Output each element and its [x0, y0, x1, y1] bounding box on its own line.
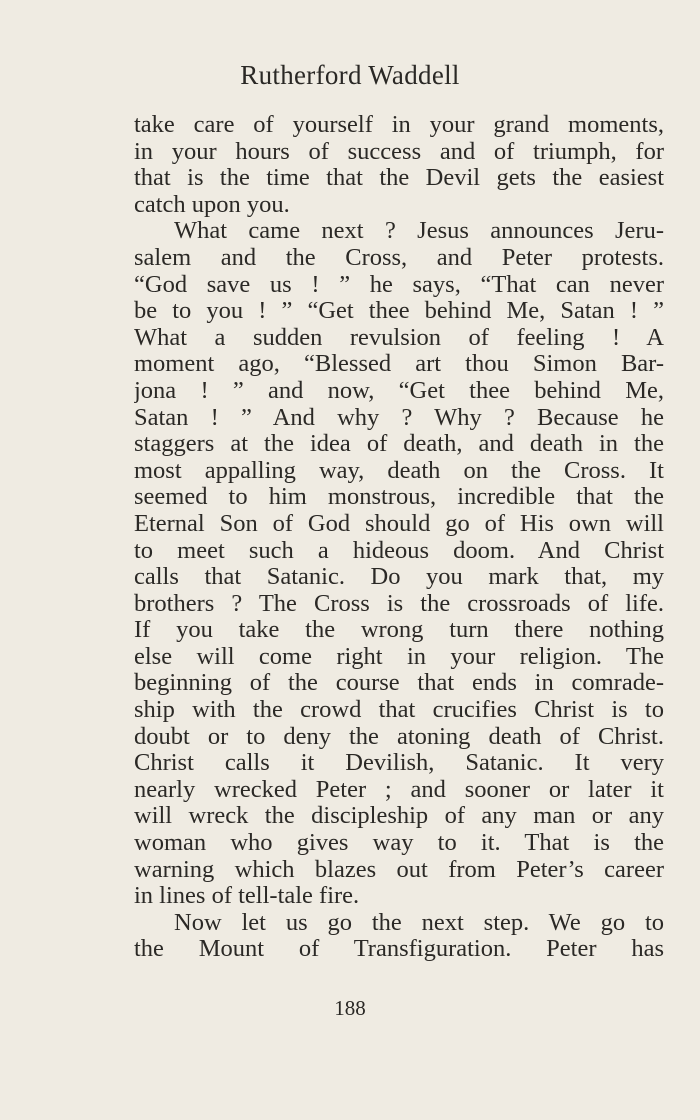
text-line: that is the time that the Devil gets the easiest — [134, 165, 664, 192]
text-line: What a sudden revulsion of feeling ! A — [134, 324, 664, 351]
text-line: What came next ? Jesus announces Jeru- — [174, 218, 664, 245]
text-line: Eternal Son of God should go of His own will — [134, 510, 664, 537]
text-line: else will come right in your religion. The — [134, 643, 664, 670]
text-line: calls that Satanic. Do you mark that, my — [134, 564, 664, 591]
text-line: nearly wrecked Peter ; and sooner or later it — [134, 776, 664, 803]
text-line: in lines of tell-tale fire. — [134, 883, 360, 910]
text-line: brothers ? The Cross is the crossroads of life. — [134, 590, 664, 617]
text-line: in your hours of success and of triumph, for — [134, 138, 664, 165]
body-text — [134, 112, 664, 963]
text-line: doubt or to deny the atoning death of Christ. — [134, 723, 664, 750]
text-line: take care of yourself in your grand moments, — [134, 112, 664, 138]
text-line: Satan ! ” And why ? Why ? Because he — [134, 404, 664, 431]
text-line: most appalling way, death on the Cross. It — [134, 457, 664, 484]
text-line: “God save us ! ” he says, “That can never — [134, 271, 664, 298]
text-line: be to you ! ” “Get thee behind Me, Satan ! ” — [134, 298, 664, 325]
text-line: warning which blazes out from Peter’s career — [134, 856, 664, 883]
text-line: catch upon you. — [134, 191, 290, 218]
text-line: beginning of the course that ends in comrade- — [134, 670, 664, 697]
text-line: staggers at the idea of death, and death in the — [134, 431, 664, 458]
text-line: woman who gives way to it. That is the — [134, 830, 664, 857]
text-line: the Mount of Transfiguration. Peter has — [134, 936, 664, 963]
text-line: seemed to him monstrous, incredible that the — [134, 484, 664, 511]
text-line: jona ! ” and now, “Get thee behind Me, — [134, 377, 664, 404]
page-number: 188 — [334, 996, 366, 1020]
text-line: will wreck the discipleship of any man or any — [134, 803, 664, 830]
running-title: Rutherford Waddell — [240, 60, 460, 90]
text-line: Christ calls it Devilish, Satanic. It very — [134, 750, 664, 777]
text-line: moment ago, “Blessed art thou Simon Bar- — [134, 351, 664, 378]
text-line: salem and the Cross, and Peter protests. — [134, 244, 664, 271]
text-line: If you take the wrong turn there nothing — [134, 617, 664, 644]
text-line: ship with the crowd that crucifies Christ is to — [134, 697, 664, 724]
text-line: Now let us go the next step. We go to — [174, 909, 664, 936]
text-line: to meet such a hideous doom. And Christ — [134, 537, 664, 564]
